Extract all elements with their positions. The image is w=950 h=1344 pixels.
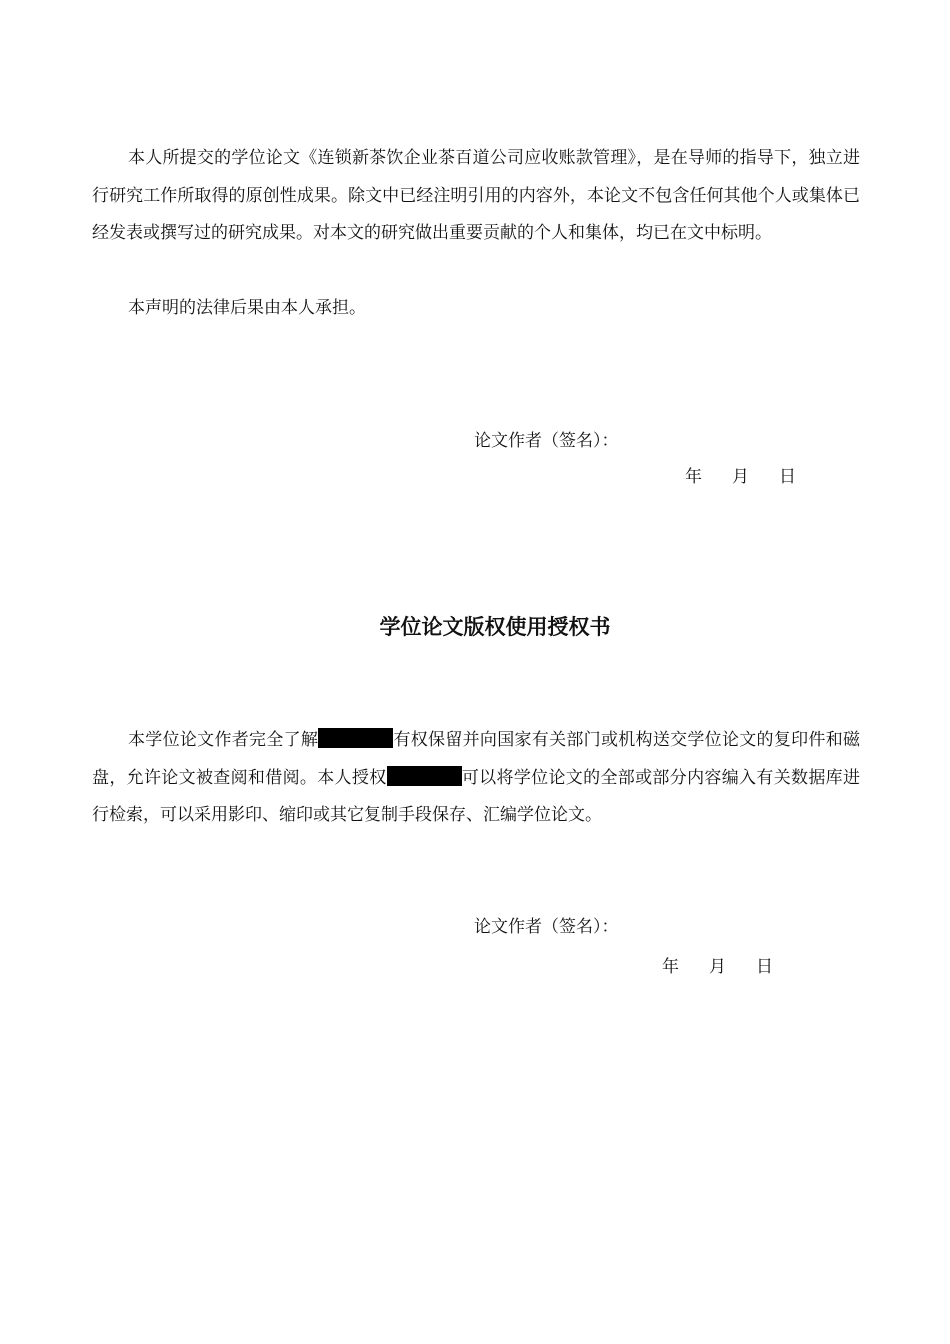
legal-responsibility-paragraph: 本声明的法律后果由本人承担。 (128, 298, 366, 318)
copyright-text-part1: 本学位论文作者完全了解 (128, 730, 319, 750)
date-month: 月 (732, 467, 749, 487)
date-month: 月 (709, 957, 726, 977)
copyright-title: 学位论文版权使用授权书 (379, 615, 611, 639)
date-year: 年 (685, 467, 702, 487)
redaction-block (387, 766, 462, 786)
date-day: 日 (779, 467, 796, 487)
redaction-block (318, 728, 393, 748)
copyright-signature-label: 论文作者（签名）： (474, 917, 619, 937)
date-day: 日 (756, 957, 773, 977)
copyright-text-part3: 可以将学位论文的全部或部分内容编入有关数据库进行检索，可以采用影印、缩印或其它复制手段保存、汇编学位论文。 (92, 767, 861, 825)
originality-date-line (685, 465, 796, 489)
originality-paragraph: 本人所提交的学位论文《连锁新茶饮企业茶百道公司应收账款管理》，是在导师的指导下，独立进行研究工作所取得的原创性成果。除文中已经注明引用的内容外，本论文不包含任何其他个人或集体已经发表或撰写过的研究成果。对本文的研究做出重要贡献的个人和集体，均已在文中标明。 (92, 148, 860, 243)
copyright-paragraph (92, 722, 860, 835)
copyright-date-line (662, 955, 773, 979)
originality-signature-label: 论文作者（签名）： (474, 431, 619, 451)
copyright-text-part2: 有权保留并向国家有关部门或机构送交学位论文的复印件和磁盘，允许论文被查阅和借阅。本人授权 (92, 730, 861, 788)
date-year: 年 (662, 957, 679, 977)
